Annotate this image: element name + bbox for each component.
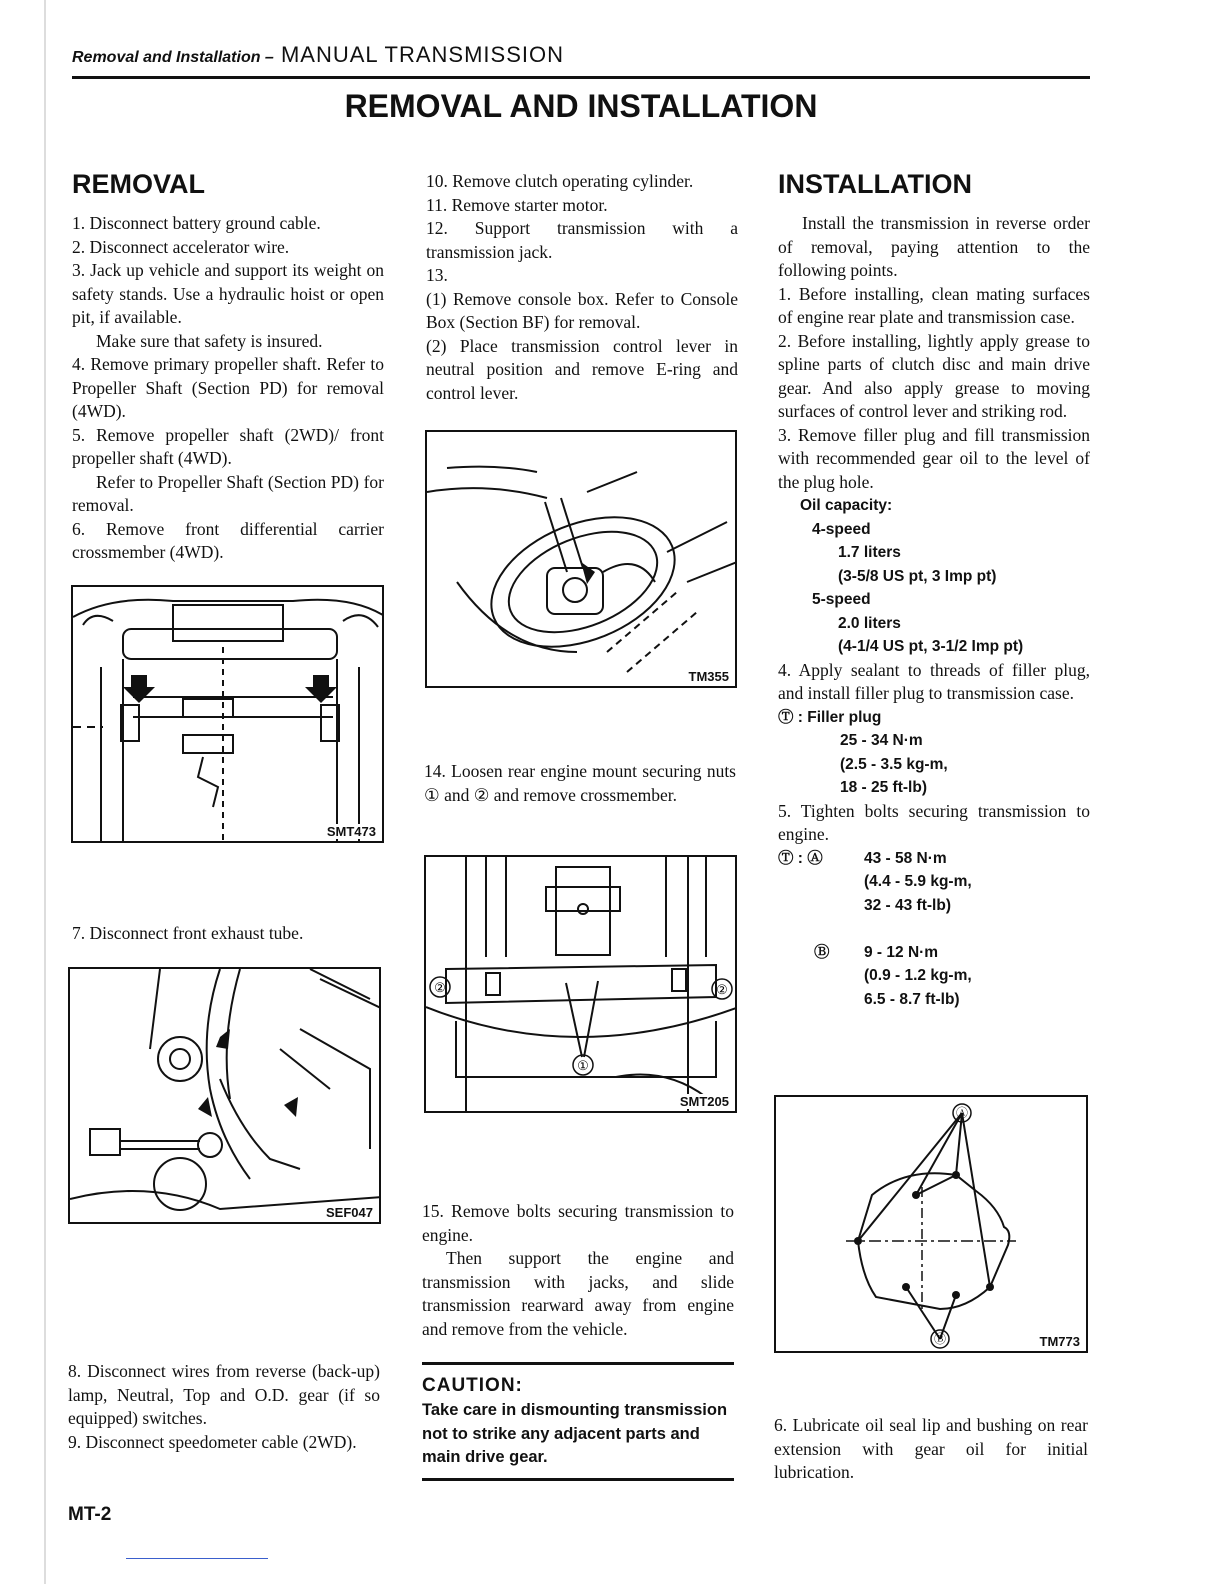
- binding-edge: [44, 0, 46, 1584]
- running-head-italic: Removal and Installation –: [72, 49, 274, 66]
- four-speed-label: 4-speed: [812, 520, 871, 538]
- figure-label-tm773: TM773: [1039, 1334, 1080, 1349]
- diagram-bolt-pattern: [776, 1097, 1088, 1353]
- four-speed-value: 1.7 liters: [838, 544, 901, 561]
- filler-torque-1: 25 - 34 N·m: [840, 732, 923, 749]
- footer-link-line: [126, 1558, 268, 1559]
- removal-step-7: 7. Disconnect front exhaust tube.: [72, 923, 304, 943]
- bolt-a-torque-1: 43 - 58 N·m: [864, 849, 947, 867]
- figure-label-tm355: TM355: [688, 669, 729, 684]
- bolt-b-torque-2: (0.9 - 1.2 kg-m,: [864, 967, 972, 984]
- installation-intro: Install the transmission in reverse order of removal, paying attention to the following points.: [778, 213, 1090, 280]
- page-number: MT-2: [68, 1504, 112, 1525]
- callout-2-left: ②: [434, 980, 446, 995]
- bolt-b-torque-1: 9 - 12 N·m: [864, 943, 939, 961]
- installation-heading: INSTALLATION: [778, 169, 972, 199]
- removal-step-10: 10. Remove clutch operating cylinder.: [426, 171, 694, 191]
- installation-step-6-block: [774, 1414, 1088, 1485]
- filler-torque-2: (2.5 - 3.5 kg-m,: [840, 755, 948, 773]
- installation-step-5: 5. Tighten bolts securing transmission to engine.: [778, 800, 1090, 844]
- removal-step-11: 11. Remove starter motor.: [426, 194, 608, 215]
- callout-2-right: ②: [716, 982, 728, 997]
- header-rule: [72, 76, 1090, 79]
- column-middle: [426, 170, 738, 405]
- figure-label-smt473: SMT473: [326, 824, 376, 839]
- removal-step-14: 14. Loosen rear engine mount securing nuts ① and ② and remove crossmember.: [424, 761, 736, 805]
- callout-1: ①: [577, 1058, 589, 1073]
- figure-sef047: [68, 967, 381, 1224]
- removal-step-13: 13.: [426, 265, 448, 285]
- removal-step-12: 12. Support transmission with a transmission jack.: [426, 218, 738, 262]
- four-speed-alt: (3-5/8 US pt, 3 Imp pt): [838, 567, 997, 585]
- installation-step-3: 3. Remove filler plug and fill transmission with recommended gear oil to the level of the plug hole.: [778, 424, 1090, 492]
- removal-step-15-note: Then support the engine and transmission with jacks, and slide transmission rearward away from engine and remove from the vehicle.: [422, 1248, 734, 1339]
- figure-label-smt205: SMT205: [679, 1094, 729, 1109]
- bolt-b-callout: Ⓑ: [933, 1332, 947, 1346]
- bolt-a-label: Ⓣ : Ⓐ: [778, 849, 823, 867]
- diagram-control-lever: [427, 432, 737, 688]
- page-title: REMOVAL AND INSTALLATION: [344, 88, 818, 124]
- removal-heading: REMOVAL: [72, 169, 205, 199]
- bolt-b-values: [864, 941, 972, 1012]
- figure-smt205: [424, 855, 737, 1113]
- removal-step-2: 2. Disconnect accelerator wire.: [72, 236, 290, 257]
- filler-plug-label: Ⓣ : Filler plug: [778, 708, 882, 726]
- column-left: [72, 168, 384, 565]
- removal-step-6: 6. Remove front differential carrier crossmember (4WD).: [72, 518, 384, 562]
- removal-steps-8-9-block: [68, 1360, 380, 1454]
- bolt-a-spec: [778, 847, 1090, 941]
- removal-step-3: 3. Jack up vehicle and support its weight on safety stands. Use a hydraulic hoist or open pit, if available.: [72, 260, 384, 327]
- installation-step-4: 4. Apply sealant to threads of filler plug, and install filler plug to transmission case.: [778, 659, 1090, 703]
- diagram-exhaust-tube: [70, 969, 381, 1224]
- figure-tm773: [774, 1095, 1088, 1353]
- diagram-crossmember-4wd: [73, 587, 384, 843]
- filler-torque-3: 18 - 25 ft-lb): [840, 779, 927, 796]
- removal-step-15-block: [422, 1200, 734, 1341]
- five-speed-label: 5-speed: [812, 591, 871, 608]
- caution-title: CAUTION:: [422, 1375, 523, 1396]
- figure-label-sef047: SEF047: [326, 1205, 373, 1220]
- installation-step-6: 6. Lubricate oil seal lip and bushing on rear extension with gear oil for initial lubrication.: [774, 1415, 1088, 1482]
- bolt-a-callout: Ⓐ: [955, 1106, 969, 1120]
- removal-step-13-1: (1) Remove console box. Refer to Console Box (Section BF) for removal.: [426, 288, 738, 332]
- five-speed-alt: (4-1/4 US pt, 3-1/2 Imp pt): [838, 638, 1024, 655]
- caution-text: Take care in dismounting transmission not to strike any adjacent parts and main drive gear.: [422, 1401, 728, 1466]
- five-speed-value: 2.0 liters: [838, 614, 901, 632]
- installation-step-2: 2. Before installing, lightly apply grease to spline parts of clutch disc and main drive gear. And also apply grease to moving surfaces of control lever and striking rod.: [778, 330, 1090, 421]
- removal-step-5: 5. Remove propeller shaft (2WD)/ front propeller shaft (4WD).: [72, 424, 384, 468]
- running-head-title: MANUAL TRANSMISSION: [280, 42, 564, 67]
- caution-box: [422, 1362, 734, 1481]
- caution-rule-bottom: [422, 1478, 734, 1481]
- removal-step-4: 4. Remove primary propeller shaft. Refer to Propeller Shaft (Section PD) for removal (4WD).: [72, 354, 384, 421]
- column-right: [778, 168, 1090, 1011]
- removal-step-8: 8. Disconnect wires from reverse (back-up) lamp, Neutral, Top and O.D. gear (if so equipped) switches.: [68, 1361, 380, 1428]
- removal-step-13-2: (2) Place transmission control lever in neutral position and remove E-ring and control lever.: [426, 335, 738, 403]
- oil-capacity-label: Oil capacity:: [800, 497, 893, 514]
- caution-rule-top: [422, 1362, 734, 1365]
- removal-step-14-block: [424, 760, 736, 807]
- diagram-rear-engine-mount: [426, 857, 737, 1113]
- removal-step-1: 1. Disconnect battery ground cable.: [72, 213, 321, 233]
- running-head: [72, 42, 564, 68]
- removal-step-15: 15. Remove bolts securing transmission to engine.: [422, 1201, 734, 1245]
- bolt-b-torque-3: 6.5 - 8.7 ft-lb): [864, 990, 960, 1008]
- bolt-b-label: Ⓑ: [814, 943, 830, 961]
- figure-tm355: [425, 430, 737, 688]
- figure-smt473: [71, 585, 384, 843]
- bolt-a-torque-2: (4.4 - 5.9 kg-m,: [864, 873, 972, 890]
- bolt-b-spec: [778, 941, 1090, 1011]
- removal-step-5-note: Refer to Propeller Shaft (Section PD) for removal.: [72, 471, 384, 515]
- bolt-a-torque-3: 32 - 43 ft-lb): [864, 896, 951, 914]
- bolt-a-values: [864, 847, 972, 918]
- removal-step-3-note: Make sure that safety is insured.: [96, 330, 323, 351]
- removal-step-7-block: [72, 922, 384, 946]
- installation-step-1: 1. Before installing, clean mating surfaces of engine rear plate and transmission case.: [778, 283, 1090, 327]
- removal-step-9: 9. Disconnect speedometer cable (2WD).: [68, 1431, 357, 1452]
